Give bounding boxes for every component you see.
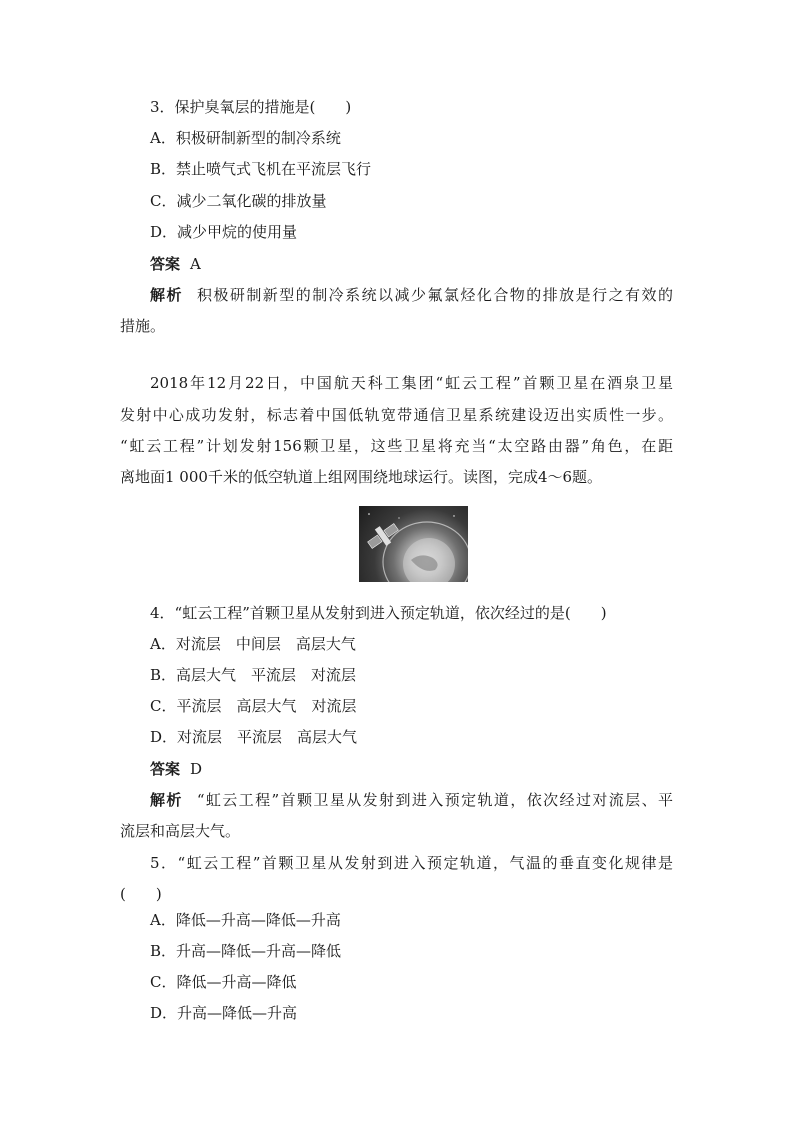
analysis-label: 解析: [150, 286, 183, 304]
q3-option-d: D．减少甲烷的使用量: [150, 223, 298, 241]
q4-analysis-line1: [150, 790, 673, 810]
q3-answer: [150, 254, 201, 274]
q5-option-b: B．升高—降低—升高—降低: [150, 942, 342, 960]
passage-line-2: 发射中心成功发射，标志着中国低轨宽带通信卫星系统建设迈出实质性一步。: [120, 406, 673, 424]
passage-line-1: 2018年12月22日，中国航天科工集团“虹云工程”首颗卫星在酒泉卫星: [150, 374, 673, 392]
q4-answer: [150, 759, 202, 779]
q5-stem-line2: ( ): [120, 885, 162, 903]
analysis-text: 积极研制新型的制冷系统以减少氟氯烃化合物的排放是行之有效的: [196, 286, 673, 304]
q5-option-a: A．降低—升高—降低—升高: [150, 911, 341, 929]
q5-stem-line1: 5．“虹云工程”首颗卫星从发射到进入预定轨道，气温的垂直变化规律是: [150, 854, 673, 872]
q3-stem: 3．保护臭氧层的措施是( ): [150, 98, 352, 116]
satellite-icon: [359, 506, 468, 582]
q4-option-b: B．高层大气 平流层 对流层: [150, 666, 357, 684]
q3-option-c: C．减少二氧化碳的排放量: [150, 192, 327, 210]
q3-option-a: A．积极研制新型的制冷系统: [150, 129, 341, 147]
passage-line-4: 离地面1 000千米的低空轨道上组网围绕地球运行。读图，完成4～6题。: [120, 468, 603, 486]
answer-label: 答案: [150, 255, 181, 273]
q4-analysis-line2: 流层和高层大气。: [120, 822, 241, 840]
q4-option-a: A．对流层 中间层 高层大气: [150, 635, 356, 653]
q4-option-d: D．对流层 平流层 高层大气: [150, 728, 358, 746]
q4-stem: 4．“虹云工程”首颗卫星从发射到进入预定轨道，依次经过的是( ): [150, 604, 607, 622]
satellite-earth-image: [359, 506, 468, 582]
answer-label: 答案: [150, 760, 181, 778]
passage-line-3: “虹云工程”计划发射156颗卫星，这些卫星将充当“太空路由器”角色，在距: [120, 437, 673, 455]
q3-option-b: B．禁止喷气式飞机在平流层飞行: [150, 160, 372, 178]
analysis-text: “虹云工程”首颗卫星从发射到进入预定轨道，依次经过对流层、平: [196, 791, 673, 809]
analysis-label: 解析: [150, 791, 183, 809]
answer-value: A: [190, 255, 201, 273]
answer-value: D: [190, 760, 203, 778]
q3-analysis-line1: [150, 285, 673, 305]
q4-option-c: C．平流层 高层大气 对流层: [150, 697, 357, 715]
q5-option-d: D．升高—降低—升高: [150, 1004, 298, 1022]
q3-analysis-line2: 措施。: [120, 317, 166, 335]
q5-option-c: C．降低—升高—降低: [150, 973, 297, 991]
